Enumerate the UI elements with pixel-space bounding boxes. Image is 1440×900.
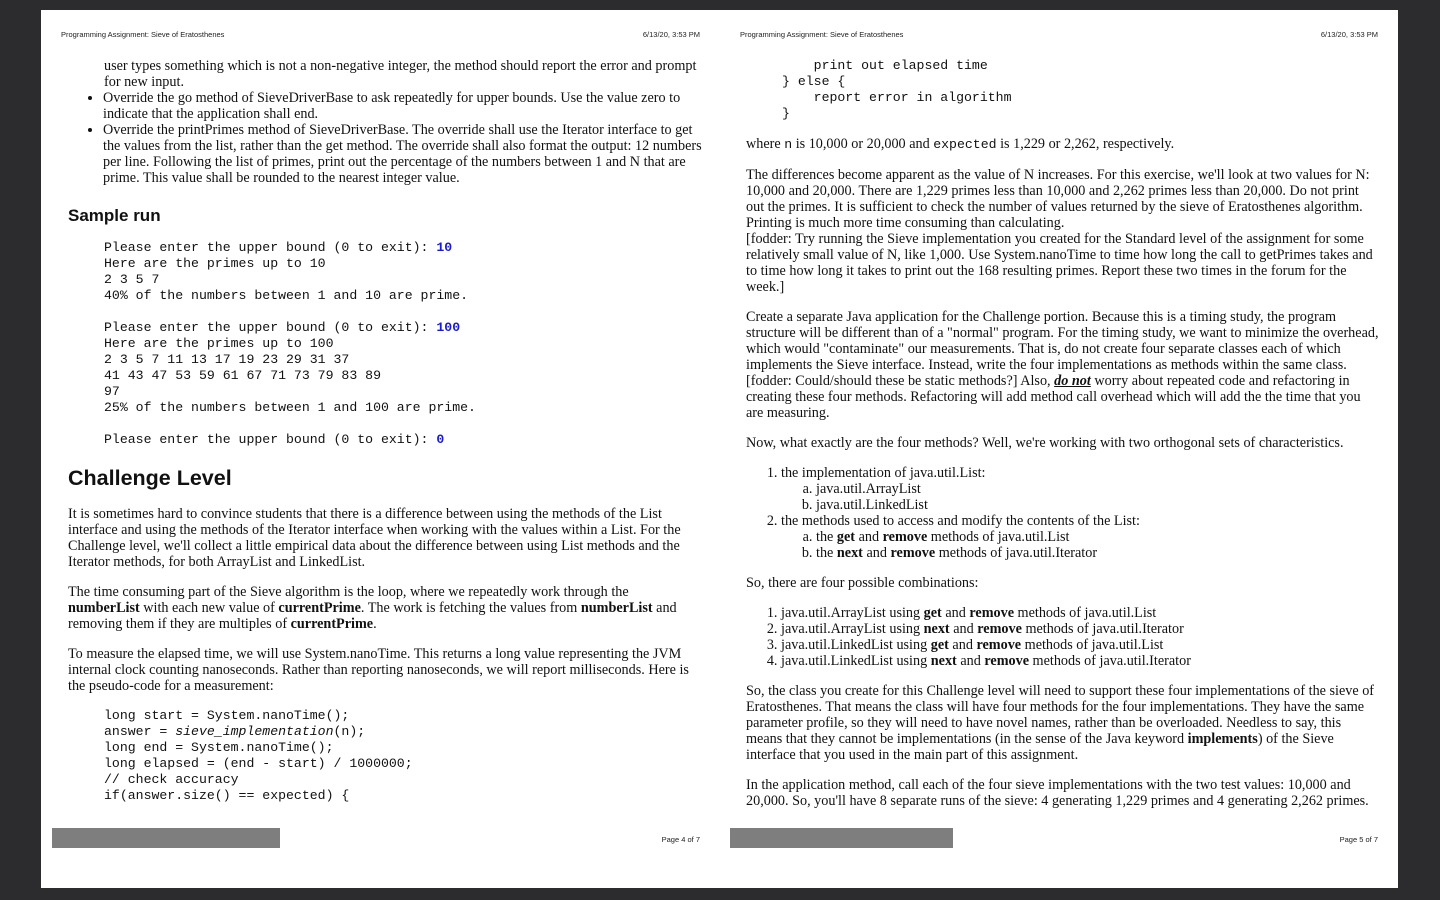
page-header-date: 6/13/20, 3:53 PM (1320, 30, 1378, 39)
code-line: 2 3 5 7 11 13 17 19 23 29 31 37 (104, 352, 350, 367)
code-line: long start = System.nanoTime(); (104, 708, 350, 723)
code-line: Here are the primes up to 10 (104, 256, 326, 271)
paragraph: So, there are four possible combinations: (746, 575, 979, 591)
list-item: a. the get and remove methods of java.util.List (816, 529, 1380, 545)
list-item: b. java.util.LinkedList (816, 497, 1380, 513)
bullet-continuation: user types something which is not a non-negative integer, the method should report the error and prompt for new input. (104, 58, 697, 90)
list-item: 2. the methods used to access and modify the contents of the List: a. the get and remove methods of java.util.List b. the next and remove methods of java.util.Iterator (781, 513, 1380, 561)
prompt-text: Please enter the upper bound (0 to exit): (104, 240, 437, 255)
list-item: • Override the go method of SieveDriverBase to ask repeatedly for upper bounds. Use the value zero to indicate that the application shall end. (103, 90, 702, 122)
blank-line (104, 304, 702, 320)
code-line: } else { (782, 74, 846, 89)
code-line: Here are the primes up to 100 (104, 336, 334, 351)
characteristics-list (746, 465, 1380, 561)
paragraph: Create a separate Java application for the Challenge portion. Because this is a timing study, the program structure will be different than of a "normal" program. For the timing study, we want to minimize the overhead, which would "contaminate" our measurements. That is, do not create four separate classes each of which implements the Sieve interface. Instead, write the four implementations as methods within the same class. [fodder: Could/should these be static methods?] Also, do not worry about repeated code and refactoring in creating these four methods. Refactoring will add method call overhead which will add the the time that you are measuring. (746, 309, 1379, 421)
code-line: 25% of the numbers between 1 and 100 are prime. (104, 400, 476, 415)
document-page-5 (720, 10, 1398, 888)
page-header-title: Programming Assignment: Sieve of Eratosthenes (61, 30, 225, 39)
code-line: report error in algorithm (782, 90, 1012, 105)
list-item: b. the next and remove methods of java.util.Iterator (816, 545, 1380, 561)
code-line: 41 43 47 53 59 61 67 71 73 79 83 89 (104, 368, 381, 383)
code-line: } (782, 106, 790, 121)
code-line: 40% of the numbers between 1 and 10 are prime. (104, 288, 469, 303)
requirements-list (68, 90, 702, 186)
paragraph: Now, what exactly are the four methods? Well, we're working with two orthogonal sets of characteristics. (746, 435, 1344, 451)
paragraph: The time consuming part of the Sieve algorithm is the loop, where we repeatedly work through the numberList with each new value of currentPrime. The work is fetching the values from numberList and removing them if they are multiples of currentPrime. (68, 584, 677, 632)
code-line (104, 320, 702, 336)
page-4-content (68, 58, 702, 804)
list-item: 3. java.util.LinkedList using get and remove methods of java.util.List (781, 637, 1380, 653)
list-item: 1. the implementation of java.util.List: a. java.util.ArrayList b. java.util.LinkedList (781, 465, 1380, 513)
code-line: 97 (104, 384, 120, 399)
pseudo-code-block (68, 708, 702, 804)
code-line (104, 432, 702, 448)
list-item: 1. java.util.ArrayList using get and remove methods of java.util.List (781, 605, 1380, 621)
paragraph: It is sometimes hard to convince students that there is a difference between using the methods of the List interface and using the methods of the Iterator interface when working with the values within a List. For the Challenge level, we'll collect a little empirical data about the difference between using List methods and the Iterator methods, for both ArrayList and LinkedList. (68, 506, 681, 570)
prompt-text: Please enter the upper bound (0 to exit): (104, 320, 437, 335)
document-page-4 (41, 10, 720, 888)
list-item: 2. java.util.ArrayList using next and remove methods of java.util.Iterator (781, 621, 1380, 637)
user-input: 10 (436, 240, 453, 255)
prompt-text: Please enter the upper bound (0 to exit): (104, 432, 437, 447)
page-number: Page 5 of 7 (1339, 835, 1378, 844)
paragraph: where n is 10,000 or 20,000 and expected is 1,229 or 2,262, respectively. (746, 136, 1175, 152)
code-line: answer = sieve_implementation(n); (104, 724, 366, 739)
page-header-date: 6/13/20, 3:53 PM (642, 30, 700, 39)
combinations-list (746, 605, 1380, 669)
list-item: • Override the printPrimes method of SieveDriverBase. The override shall use the Iterator interface to get the values from the list, rather than the get method. The override shall also format the output: 12 numbers per line. Following the list of primes, print out the percentage of the numbers between 1 and N that are prime. This value shall be rounded to the nearest integer value. (103, 122, 702, 186)
code-line: long elapsed = (end - start) / 1000000; (104, 756, 413, 771)
code-line: if(answer.size() == expected) { (104, 788, 350, 803)
code-line: // check accuracy (104, 772, 239, 787)
page-header-title: Programming Assignment: Sieve of Eratosthenes (740, 30, 904, 39)
code-line: print out elapsed time (782, 58, 988, 73)
challenge-heading: Challenge Level (68, 466, 232, 490)
list-item: a. java.util.ArrayList (816, 481, 1380, 497)
sample-run-output (68, 240, 702, 448)
page-number: Page 4 of 7 (661, 835, 700, 844)
user-input: 100 (436, 320, 461, 335)
pseudo-code-continuation (746, 58, 1380, 122)
paragraph: [fodder: Try running the Sieve implementation you created for the Standard level of the assignment for some relatively small value of N, like 1,000. Use System.nanoTime to time how long the call to getPrimes takes and to time how long it takes to print out the 168 resulting primes. Report these two times in the forum for the week.] (746, 231, 1373, 295)
sample-run-heading: Sample run (68, 206, 161, 225)
paragraph: So, the class you create for this Challenge level will need to support these four implementations of the sieve of Eratosthenes. That means the class will have four methods for the four implementations. They have the same parameter profile, so they will need to have novel names, rather than be overloaded. Needless to say, this means that they cannot be implementations (in the sense of the Java keyword implements) of the Sieve interface that you used in the main part of this assignment. (746, 683, 1375, 763)
page-5-content (746, 58, 1380, 823)
list-item: 4. java.util.LinkedList using next and remove methods of java.util.Iterator (781, 653, 1380, 669)
redacted-url-bar (730, 828, 953, 848)
user-input: 0 (436, 432, 445, 447)
blank-line (104, 416, 702, 432)
paragraph: To measure the elapsed time, we will use System.nanoTime. This returns a long value representing the JVM internal clock counting nanoseconds. Rather than reporting nanoseconds, we will report milliseconds. Here is the pseudo-code for a measurement: (68, 646, 689, 694)
code-line: 2 3 5 7 (104, 272, 160, 287)
redacted-url-bar (52, 828, 280, 848)
code-line: long end = System.nanoTime(); (104, 740, 334, 755)
code-line (104, 240, 702, 256)
paragraph: In the application method, call each of the four sieve implementations with the two test values: 10,000 and 20,000. So, you'll have 8 separate runs of the sieve: 4 generating 1,229 primes and 4 generating 2,262 primes. (746, 777, 1369, 809)
paragraph: The differences become apparent as the value of N increases. For this exercise, we'll look at two values for N: 10,000 and 20,000. There are 1,229 primes less than 10,000 and 2,262 primes less than 20,000. Do not print out the primes. It is sufficient to check the number of values returned by the sieve of Eratosthenes algorithm. Printing is much more time consuming than calculating. (746, 167, 1370, 231)
